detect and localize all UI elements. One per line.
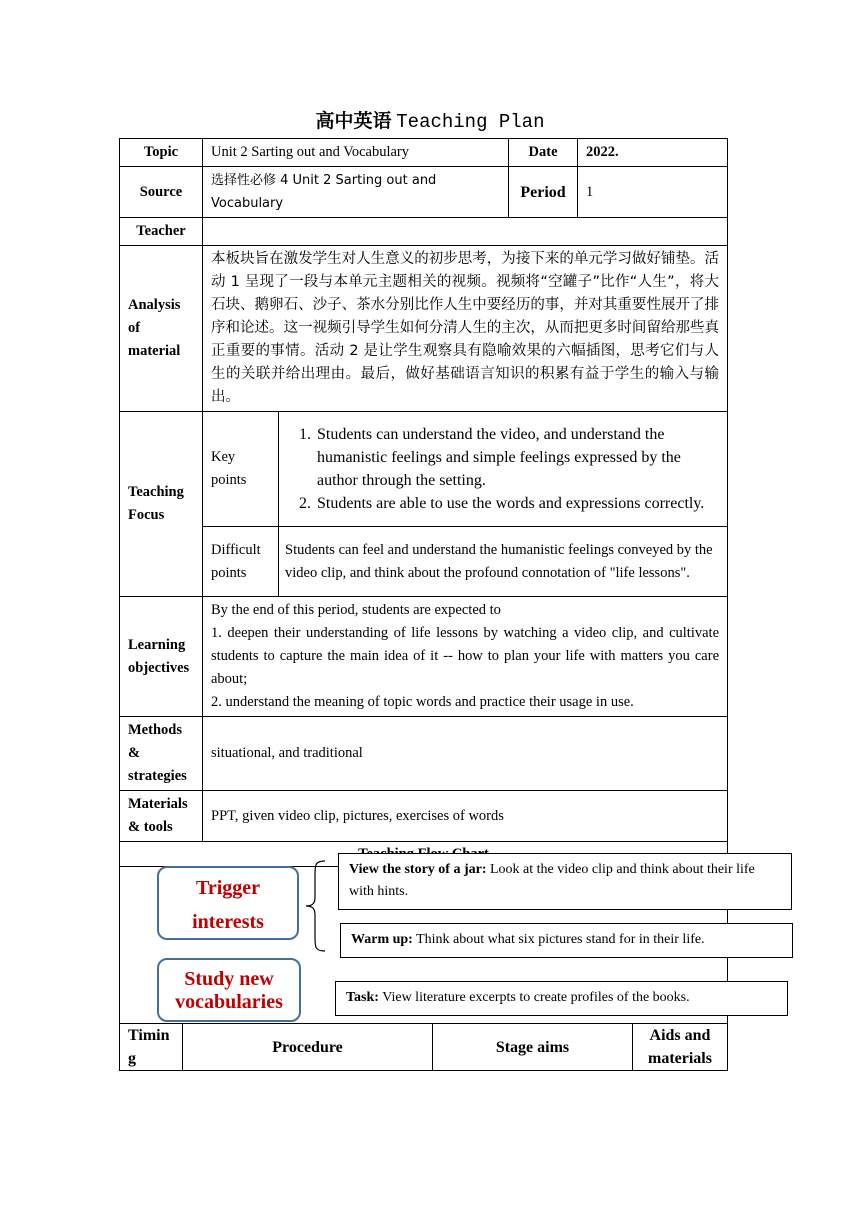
teacher-label: Teacher [120,218,203,246]
procedure-header-row [120,1024,728,1071]
materials-row [120,791,728,842]
methods-label-text: Methods & strategies [128,722,187,784]
key-point-2: 2. Students are able to use the words and expressions correctly. [315,492,721,515]
key-points-label-text: Key points [211,449,247,488]
methods-label [120,717,203,791]
materials-value: PPT, given video clip, pictures, exercises of words [203,791,728,842]
date-label: Date [509,139,578,167]
header-timing [120,1024,183,1071]
step-2-text: Think about what six pictures stand for in their life. [412,932,705,947]
title-en: Teaching Plan [396,111,545,133]
analysis-text: 本板块旨在激发学生对人生意义的初步思考，为接下来的单元学习做好铺垫。活动 1 呈现了一段与本单元主题相关的视频。视频将“空罐子”比作“人生”，将大石块、鹅卵石、沙子、茶水分别比作人生中要经历的事，并对其重要性展开了排序和论述。这一视频引导学生如何分清人生的主次，从而把更多时间留给那些真正重要的事情。活动 2 是让学生观察具有隐喻效果的六幅插图，思考它们与人生的关联并给出理由。最后，做好基础语言知识的积累有益于学生的输入与输出。 [203,246,728,412]
flow-chart [119,845,755,1023]
materials-label-text: Materials & tools [128,796,188,835]
page-title [0,106,860,133]
procedure-table [119,1023,728,1071]
stage-trigger-interests [157,866,299,940]
difficult-points-label [203,527,279,597]
step-3-heading: Task: [346,990,379,1005]
difficult-points-row [120,527,728,597]
step-3-text: View literature excerpts to create profiles of the books. [378,990,690,1005]
analysis-row [120,246,728,412]
teaching-plan-table [119,138,728,867]
date-value: 2022. [578,139,728,167]
key-points-row [120,412,728,527]
methods-value: situational, and traditional [203,717,728,791]
difficult-points-label-text: Difficult points [211,541,261,581]
objective-1: 1. deepen their understanding of life lessons by watching a video clip, and cultivate students to capture the main idea of it -- how to plan your life with matters you care about; [211,625,720,687]
key-point-1: 1. Students can understand the video, and understand the humanistic feelings and simple feelings expressed by the author through the setting. [315,423,721,492]
topic-label: Topic [120,139,203,167]
focus-label-text: Teaching Focus [128,484,184,523]
stage-1-line2: interests [192,911,264,933]
left-brace-icon [303,859,333,953]
header-stage-aims: Stage aims [433,1024,633,1071]
title-cn: 高中英语 [315,110,392,132]
analysis-label [120,246,203,412]
teacher-row [120,218,728,246]
objective-2: 2. understand the meaning of topic words and practice their usage in use. [211,694,634,710]
period-label: Period [509,167,578,218]
objectives-label-text: Learning objectives [128,636,190,676]
focus-label [120,412,203,597]
key-points-list [285,423,721,515]
step-1-heading: View the story of a jar: [349,862,487,877]
materials-label [120,791,203,842]
objectives-label [120,597,203,717]
source-row [120,167,728,218]
stage-1-line1: Trigger [195,877,261,899]
analysis-label-text: Analysis of material [128,297,181,359]
teacher-value [203,218,728,246]
step-2-heading: Warm up: [351,932,413,947]
source-label: Source [120,167,203,218]
key-points-label [203,412,279,527]
step-1-text: Look at the video clip and think about their life with hints. [349,862,755,899]
header-timing-text: Timing [128,1027,170,1067]
objectives-row [120,597,728,717]
step-view-story [338,853,792,910]
stage-study-new-vocabularies [157,958,301,1022]
source-value [203,167,509,218]
source-text: 选择性必修 4 Unit 2 Sarting out and Vocabulary [211,173,437,211]
header-procedure: Procedure [183,1024,433,1071]
methods-row [120,717,728,791]
header-aids: Aids and materials [633,1024,728,1071]
difficult-points-text: Students can feel and understand the humanistic feelings conveyed by the video clip, and think about the profound connotation of "life lessons". [279,527,728,597]
period-value: 1 [578,167,728,218]
step-task [335,981,788,1016]
objectives-intro: By the end of this period, students are expected to [211,602,501,618]
stage-2-line2: vocabularies [175,991,283,1013]
objectives-cell [203,597,728,717]
key-points-cell [279,412,728,527]
step-warm-up [340,923,793,958]
topic-row [120,139,728,167]
stage-2-line1: Study new [184,968,274,990]
topic-value: Unit 2 Sarting out and Vocabulary [203,139,509,167]
